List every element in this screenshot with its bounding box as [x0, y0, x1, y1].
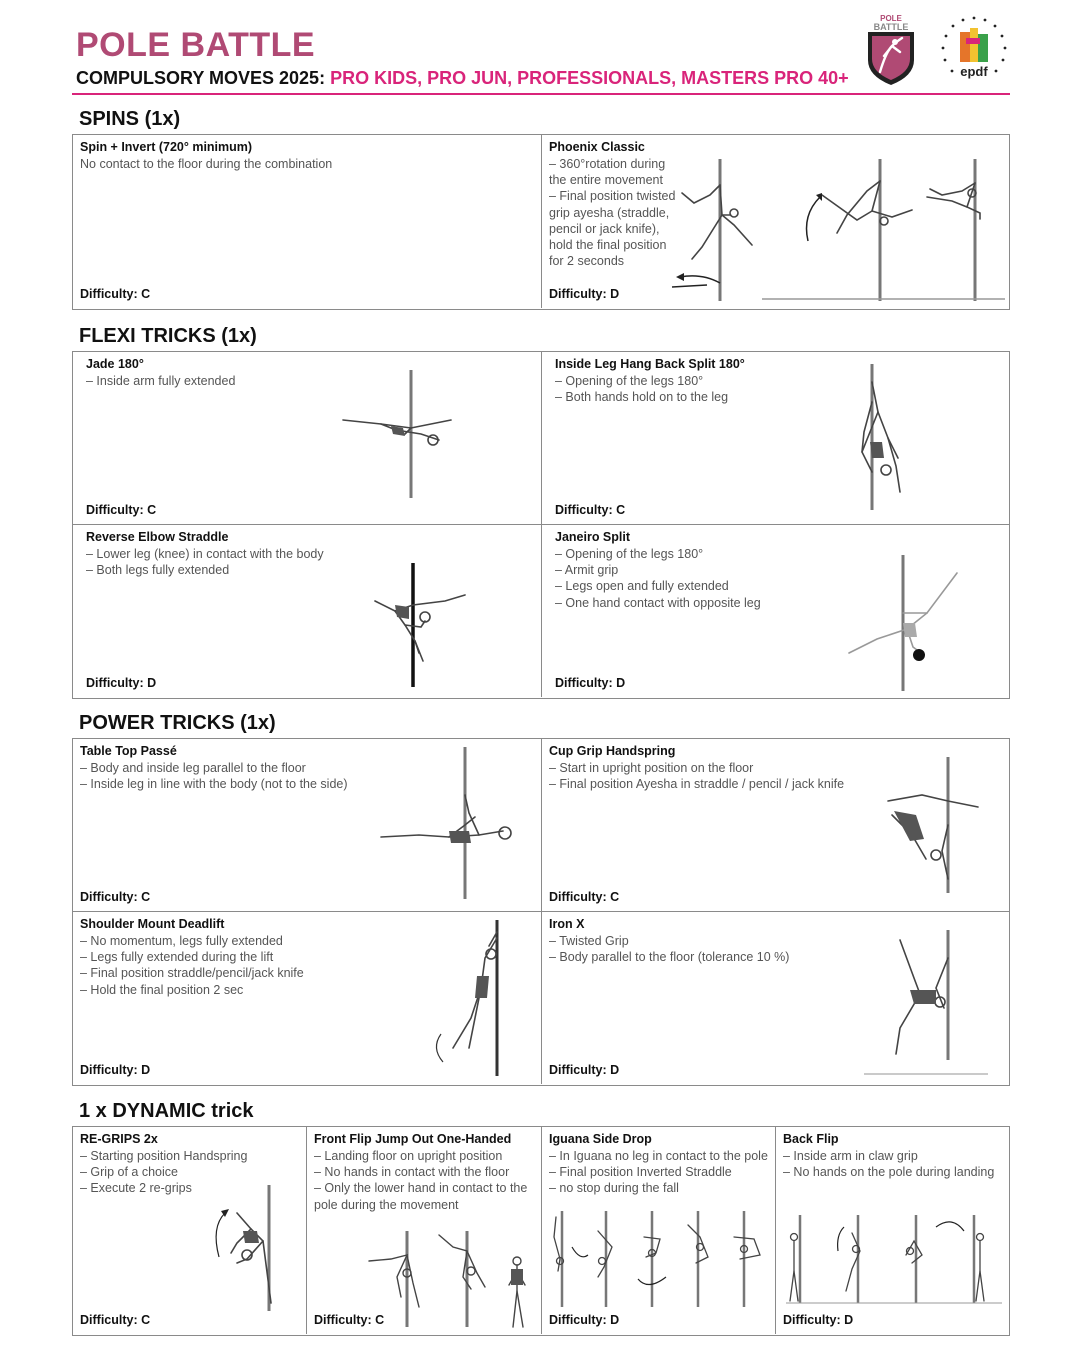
- difficulty-label: Difficulty: C: [80, 890, 151, 904]
- difficulty-label: Difficulty: C: [80, 287, 151, 301]
- move-card: [542, 912, 1009, 1084]
- rule-line: – Body parallel to the floor (tolerance 10 %): [549, 950, 790, 965]
- move-rules: [549, 760, 844, 792]
- rule-line: – Both legs fully extended: [86, 563, 230, 578]
- move-rules: [80, 156, 332, 172]
- section-title-dynamic: 1 x DYNAMIC trick: [79, 1100, 254, 1122]
- move-name: Spin + Invert (720° minimum): [80, 140, 253, 154]
- svg-text:BATTLE: BATTLE: [873, 22, 909, 32]
- rule-line: – Both hands hold on to the leg: [555, 390, 729, 405]
- move-card: [73, 912, 542, 1084]
- iguana-side-drop-illustration: [548, 1207, 772, 1311]
- inside-leg-hang-illustration: [842, 362, 922, 512]
- move-card: [542, 135, 1009, 308]
- move-rules: [86, 546, 324, 578]
- difficulty-label: Difficulty: D: [549, 1313, 620, 1327]
- rule-line: – Grip of a choice: [80, 1165, 178, 1180]
- move-name: Front Flip Jump Out One-Handed: [314, 1132, 512, 1146]
- rule-line: – Starting position Handspring: [80, 1149, 248, 1163]
- rule-line: – Start in upright position on the floor: [549, 761, 754, 775]
- rule-line: hold the final position: [549, 238, 667, 253]
- move-card: [542, 525, 1009, 697]
- rule-line: – Inside arm in claw grip: [783, 1149, 918, 1163]
- difficulty-label: Difficulty: C: [314, 1313, 385, 1327]
- rule-line: – Legs open and fully extended: [555, 579, 729, 594]
- page-title: POLE BATTLE: [76, 26, 316, 64]
- move-name: Cup Grip Handspring: [549, 744, 676, 758]
- subtitle-categories: PRO KIDS, PRO JUN, PROFESSIONALS, MASTERS PRO 40+: [330, 68, 849, 88]
- move-rules: [783, 1148, 994, 1180]
- rule-line: – In Iguana no leg in contact to the pole: [549, 1149, 768, 1163]
- epdf-logo: [938, 14, 1010, 86]
- difficulty-label: Difficulty: C: [555, 503, 626, 517]
- epdf-logo-text: epdf: [960, 64, 988, 79]
- section-title-spins: SPINS (1x): [79, 108, 181, 130]
- move-card: [307, 1127, 542, 1334]
- power-grid: [72, 738, 1010, 1086]
- svg-text:POLE: POLE: [880, 14, 902, 23]
- difficulty-label: Difficulty: D: [555, 676, 626, 690]
- re-grips-illustration: [207, 1183, 303, 1313]
- difficulty-label: Difficulty: C: [86, 503, 157, 517]
- move-card: [542, 352, 1009, 525]
- move-name: RE-GRIPS 2x: [80, 1132, 158, 1146]
- move-name: Iron X: [549, 917, 585, 931]
- move-card: [73, 1127, 307, 1334]
- rule-line: – No momentum, legs fully extended: [80, 934, 283, 948]
- spins-grid: [72, 134, 1010, 310]
- move-rules: [555, 546, 761, 611]
- rule-line: – no stop during the fall: [549, 1181, 679, 1196]
- janeiro-split-illustration: [847, 553, 967, 693]
- pole-battle-logo: [862, 12, 920, 86]
- difficulty-label: Difficulty: C: [549, 890, 620, 904]
- front-flip-illustration: [367, 1227, 537, 1331]
- back-flip-illustration: [782, 1211, 1006, 1311]
- dynamic-grid: [72, 1126, 1010, 1336]
- move-card: [73, 352, 542, 525]
- rule-line: – Twisted Grip: [549, 934, 629, 948]
- move-name: Phoenix Classic: [549, 140, 645, 154]
- difficulty-label: Difficulty: D: [80, 1063, 151, 1077]
- rule-line: – Body and inside leg parallel to the floor: [80, 761, 306, 775]
- rule-line: – Opening of the legs 180°: [555, 547, 704, 561]
- move-rules: [555, 373, 728, 405]
- move-card: [73, 135, 542, 308]
- move-name: Inside Leg Hang Back Split 180°: [555, 357, 745, 371]
- rule-line: No contact to the floor during the combination: [80, 157, 333, 171]
- rule-line: – Final position straddle/pencil/jack knife: [80, 966, 304, 981]
- difficulty-label: Difficulty: C: [80, 1313, 151, 1327]
- move-card: [542, 739, 1009, 912]
- rule-line: – No hands on the pole during landing: [783, 1165, 995, 1180]
- move-rules: [314, 1148, 527, 1213]
- move-rules: [549, 933, 789, 965]
- move-name: Back Flip: [783, 1132, 839, 1146]
- rule-line: – Landing floor on upright position: [314, 1149, 503, 1163]
- phoenix-classic-illustration: [662, 155, 1007, 303]
- move-rules: [549, 156, 675, 269]
- rule-line: – Inside leg in line with the body (not to the side): [80, 777, 348, 792]
- rule-line: – Armit grip: [555, 563, 619, 578]
- table-top-passe-illustration: [379, 745, 519, 901]
- rule-line: – Legs fully extended during the lift: [80, 950, 274, 965]
- move-rules: [86, 373, 235, 389]
- move-name: Table Top Passé: [80, 744, 177, 758]
- section-title-flexi: FLEXI TRICKS (1x): [79, 325, 257, 347]
- move-rules: [549, 1148, 768, 1197]
- rule-line: – Hold the final position 2 sec: [80, 982, 244, 997]
- section-title-power: POWER TRICKS (1x): [79, 712, 276, 734]
- rule-line: – Only the lower hand in contact to the: [314, 1181, 528, 1196]
- rule-line: – Lower leg (knee) in contact with the body: [86, 547, 324, 561]
- flexi-grid: [72, 351, 1010, 699]
- shoulder-mount-deadlift-illustration: [421, 918, 531, 1078]
- iron-x-illustration: [860, 928, 990, 1078]
- rule-line: – Final position Ayesha in straddle / pencil / jack knife: [549, 777, 845, 792]
- header-divider: [72, 93, 1010, 95]
- rule-line: the entire movement: [549, 173, 663, 188]
- move-rules: [80, 933, 304, 998]
- move-card: [776, 1127, 1009, 1334]
- move-card: [542, 1127, 776, 1334]
- move-name: Janeiro Split: [555, 530, 631, 544]
- reverse-elbow-straddle-illustration: [365, 561, 475, 689]
- cup-grip-handspring-illustration: [882, 755, 982, 895]
- subtitle-prefix: COMPULSORY MOVES 2025:: [76, 68, 326, 88]
- difficulty-label: Difficulty: D: [783, 1313, 854, 1327]
- rule-line: – One hand contact with opposite leg: [555, 595, 761, 610]
- move-name: Reverse Elbow Straddle: [86, 530, 229, 544]
- move-card: [73, 739, 542, 912]
- difficulty-label: Difficulty: D: [549, 287, 620, 301]
- move-rules: [80, 760, 348, 792]
- rule-line: – No hands in contact with the floor: [314, 1165, 510, 1180]
- rule-line: – 360°rotation during: [549, 157, 666, 171]
- move-name: Jade 180°: [86, 357, 144, 371]
- rule-line: – Final position twisted: [549, 189, 676, 204]
- rule-line: pencil or jack knife),: [549, 221, 660, 236]
- rule-line: – Final position Inverted Straddle: [549, 1165, 732, 1180]
- rule-line: pole during the movement: [314, 1197, 459, 1212]
- move-card: [73, 525, 542, 697]
- difficulty-label: Difficulty: D: [549, 1063, 620, 1077]
- rule-line: – Execute 2 re-grips: [80, 1181, 192, 1196]
- rule-line: for 2 seconds: [549, 254, 625, 269]
- difficulty-label: Difficulty: D: [86, 676, 157, 690]
- move-name: Iguana Side Drop: [549, 1132, 652, 1146]
- rule-line: grip ayesha (straddle,: [549, 205, 670, 220]
- rule-line: – Opening of the legs 180°: [555, 374, 704, 388]
- move-name: Shoulder Mount Deadlift: [80, 917, 225, 931]
- page-subtitle: [76, 68, 849, 89]
- rule-line: – Inside arm fully extended: [86, 374, 236, 388]
- jade-illustration: [341, 368, 461, 500]
